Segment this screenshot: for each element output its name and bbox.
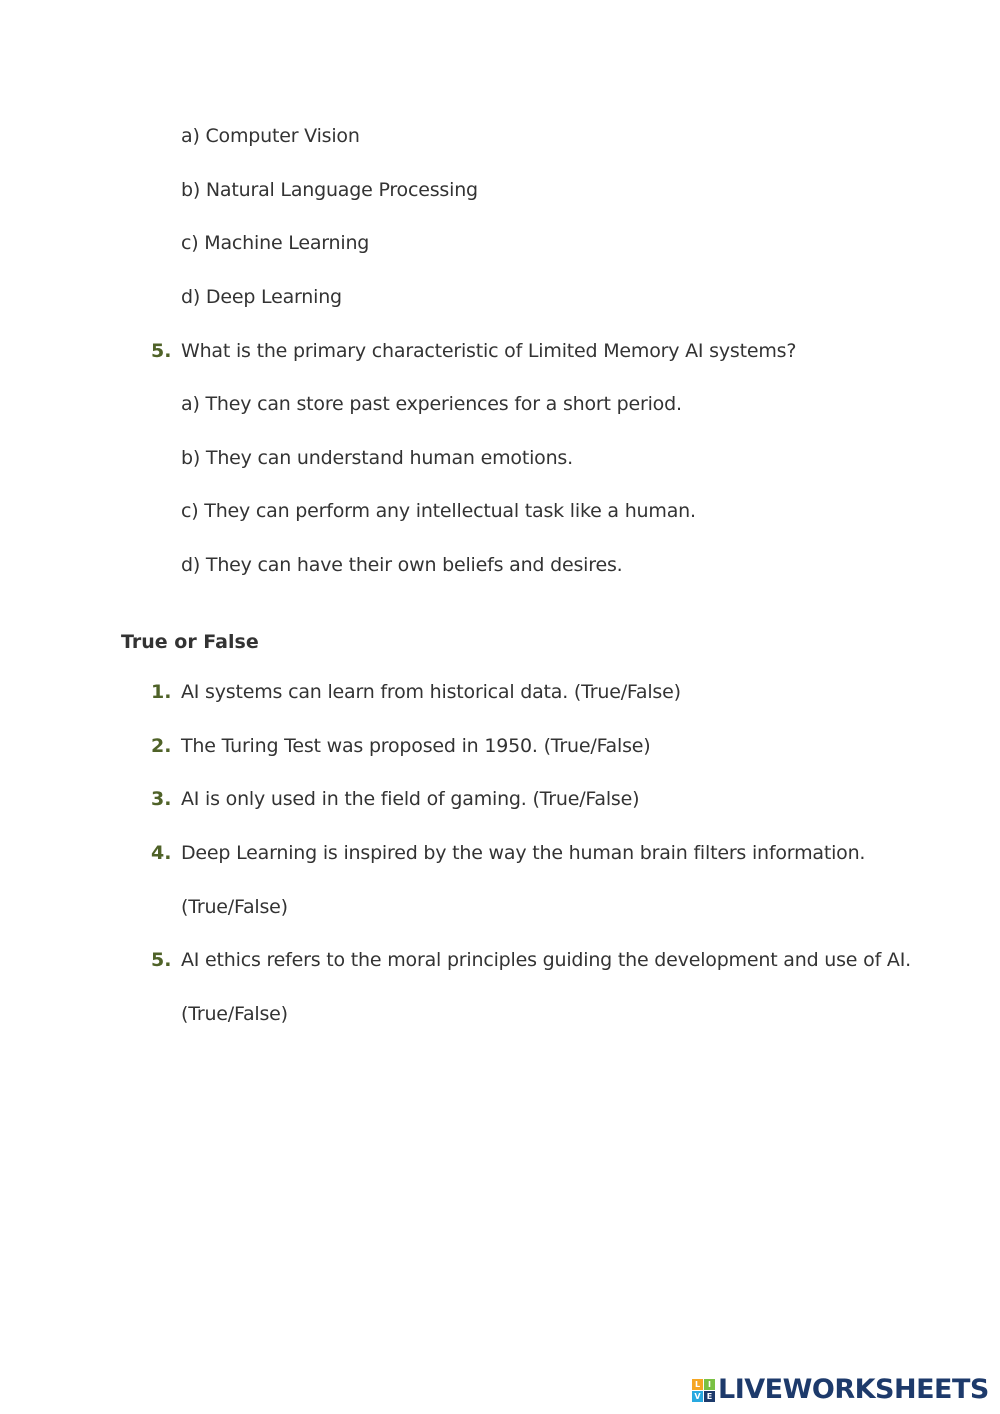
liveworksheets-logo	[692, 1373, 989, 1407]
tf-5-continuation: (True/False)	[181, 1003, 288, 1025]
q5-option-a: a) They can store past experiences for a short period.	[181, 393, 682, 415]
logo-mark-v: V	[692, 1391, 703, 1402]
logo-mark-e: E	[704, 1391, 715, 1402]
logo-mark-l: L	[692, 1379, 703, 1390]
q4-option-a: a) Computer Vision	[181, 125, 360, 147]
q5-question: What is the primary characteristic of Limited Memory AI systems?	[181, 340, 797, 362]
tf-2-number: 2.	[151, 735, 172, 757]
logo-mark-i: I	[704, 1379, 715, 1390]
tf-5-text: AI ethics refers to the moral principles guiding the development and use of AI.	[181, 949, 911, 971]
q5-option-b: b) They can understand human emotions.	[181, 447, 573, 469]
q4-option-d: d) Deep Learning	[181, 286, 342, 308]
q4-option-c: c) Machine Learning	[181, 232, 370, 254]
tf-4-number: 4.	[151, 842, 172, 864]
liveworksheets-logo-mark	[692, 1379, 715, 1402]
tf-1-number: 1.	[151, 681, 172, 703]
q4-option-b: b) Natural Language Processing	[181, 179, 478, 201]
q5-option-c: c) They can perform any intellectual task like a human.	[181, 500, 696, 522]
tf-2-text: The Turing Test was proposed in 1950. (True/False)	[181, 735, 651, 757]
section-heading-true-false: True or False	[121, 631, 259, 653]
liveworksheets-logo-text: LIVEWORKSHEETS	[718, 1374, 989, 1405]
tf-3-text: AI is only used in the field of gaming. (True/False)	[181, 788, 640, 810]
q5-option-d: d) They can have their own beliefs and desires.	[181, 554, 623, 576]
tf-3-number: 3.	[151, 788, 172, 810]
tf-5-number: 5.	[151, 949, 172, 971]
tf-1-text: AI systems can learn from historical data. (True/False)	[181, 681, 681, 703]
q5-number: 5.	[151, 340, 172, 362]
tf-4-text: Deep Learning is inspired by the way the human brain filters information.	[181, 842, 866, 864]
tf-4-continuation: (True/False)	[181, 896, 288, 918]
